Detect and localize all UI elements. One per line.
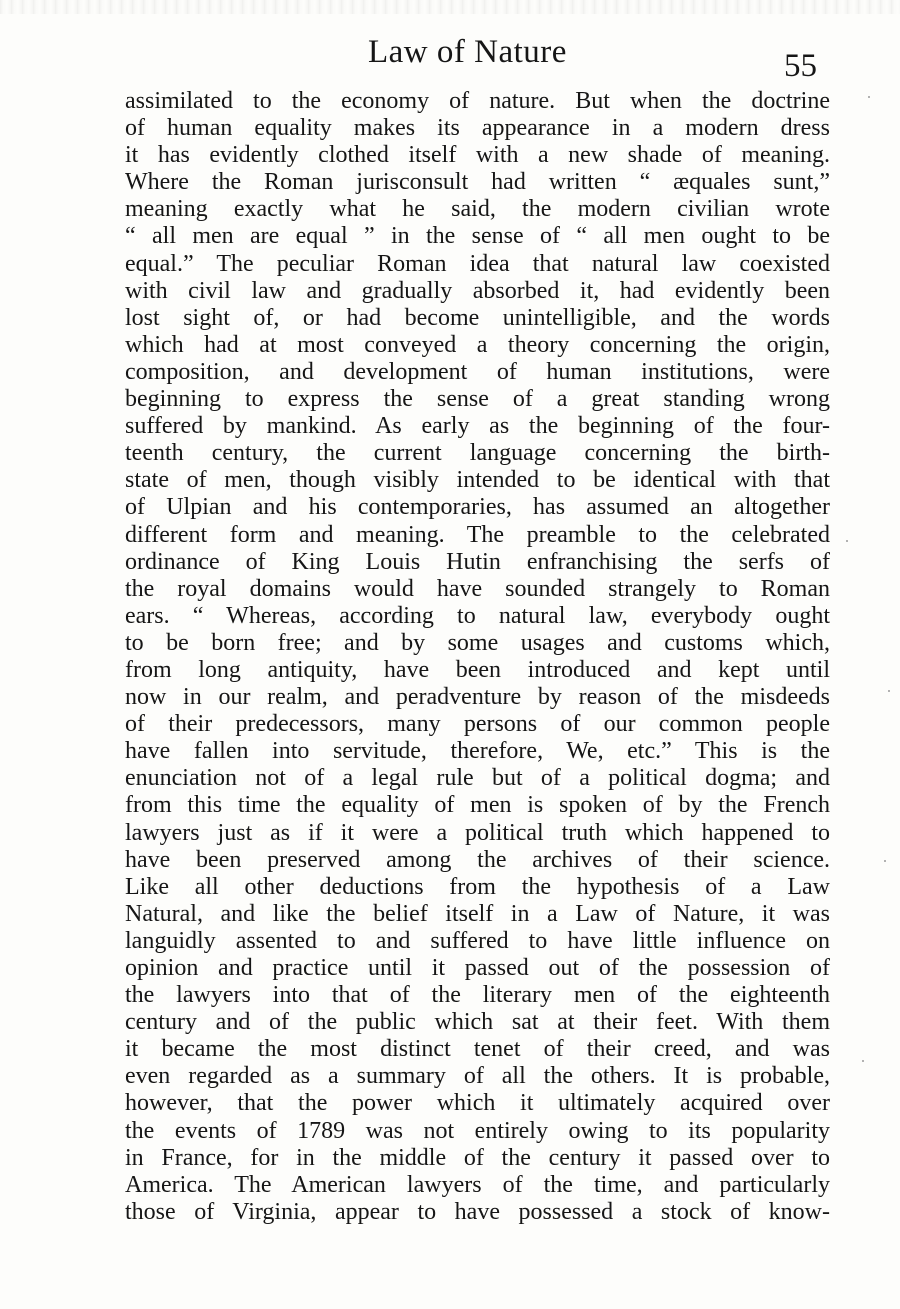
text-line: Where the Roman jurisconsult had written “ æquales sunt,” <box>125 169 830 196</box>
text-line: ordinance of King Louis Hutin enfranchising the serfs of <box>125 548 830 575</box>
text-line: beginning to express the sense of a great standing wrong <box>125 386 830 413</box>
scan-speck <box>884 860 886 862</box>
scan-speck <box>868 96 870 98</box>
text-line: lawyers just as if it were a political truth which happened to <box>125 819 830 846</box>
text-line: state of men, though visibly intended to be identical with that <box>125 467 830 494</box>
text-line: assimilated to the economy of nature. But when the doctrine <box>125 88 830 114</box>
running-title: Law of Nature <box>368 34 567 70</box>
text-line: lost sight of, or had become unintelligible, and the words <box>125 304 830 331</box>
text-line: in France, for in the middle of the century it passed over to <box>125 1144 830 1171</box>
text-line: equal.” The peculiar Roman idea that natural law coexisted <box>125 250 830 277</box>
text-line: of Ulpian and his contemporaries, has assumed an altogether <box>125 494 830 521</box>
text-line: languidly assented to and suffered to have little influence on <box>125 927 830 954</box>
text-line: of their predecessors, many persons of our common people <box>125 711 830 738</box>
text-line: from this time the equality of men is spoken of by the French <box>125 792 830 819</box>
text-line: meaning exactly what he said, the modern civilian wrote <box>125 196 830 223</box>
text-line: however, that the power which it ultimately acquired over <box>125 1090 830 1117</box>
text-line: century and of the public which sat at their feet. With them <box>125 1009 830 1036</box>
text-line: the royal domains would have sounded strangely to Roman <box>125 575 830 602</box>
page-number: 55 <box>784 48 817 84</box>
text-line: the events of 1789 was not entirely owing to its popularity <box>125 1117 830 1144</box>
text-line: now in our realm, and peradventure by reason of the misdeeds <box>125 684 830 711</box>
body-text <box>125 88 830 1226</box>
text-line: “ all men are equal ” in the sense of “ all men ought to be <box>125 223 830 250</box>
scan-speck <box>862 1060 864 1062</box>
text-line: have fallen into servitude, therefore, We, etc.” This is the <box>125 738 830 765</box>
text-line: have been preserved among the archives of their science. <box>125 846 830 873</box>
text-line: of human equality makes its appearance in a modern dress <box>125 115 830 142</box>
text-line: the lawyers into that of the literary men of the eighteenth <box>125 982 830 1009</box>
text-line: America. The American lawyers of the time, and particularly <box>125 1171 830 1198</box>
text-line: different form and meaning. The preamble to the celebrated <box>125 521 830 548</box>
text-line: with civil law and gradually absorbed it, had evidently been <box>125 277 830 304</box>
text-line: it has evidently clothed itself with a new shade of meaning. <box>125 142 830 169</box>
text-line: those of Virginia, appear to have possessed a stock of know- <box>125 1198 830 1225</box>
text-line: to be born free; and by some usages and customs which, <box>125 629 830 656</box>
scan-speck <box>888 690 890 692</box>
text-line: enunciation not of a legal rule but of a political dogma; and <box>125 765 830 792</box>
scan-speck <box>846 540 848 542</box>
text-line: teenth century, the current language concerning the birth- <box>125 440 830 467</box>
text-line: it became the most distinct tenet of their creed, and was <box>125 1036 830 1063</box>
text-line: Like all other deductions from the hypothesis of a Law <box>125 873 830 900</box>
text-line: even regarded as a summary of all the others. It is probable, <box>125 1063 830 1090</box>
text-line: Natural, and like the belief itself in a Law of Nature, it was <box>125 900 830 927</box>
text-line: composition, and development of human institutions, were <box>125 358 830 385</box>
scan-edge-noise <box>0 0 900 14</box>
text-line: from long antiquity, have been introduced and kept until <box>125 656 830 683</box>
text-line: ears. “ Whereas, according to natural law, everybody ought <box>125 602 830 629</box>
running-head <box>0 30 900 84</box>
text-line: opinion and practice until it passed out of the possession of <box>125 955 830 981</box>
text-line: suffered by mankind. As early as the beginning of the four- <box>125 413 830 440</box>
text-line: which had at most conveyed a theory concerning the origin, <box>125 331 830 358</box>
